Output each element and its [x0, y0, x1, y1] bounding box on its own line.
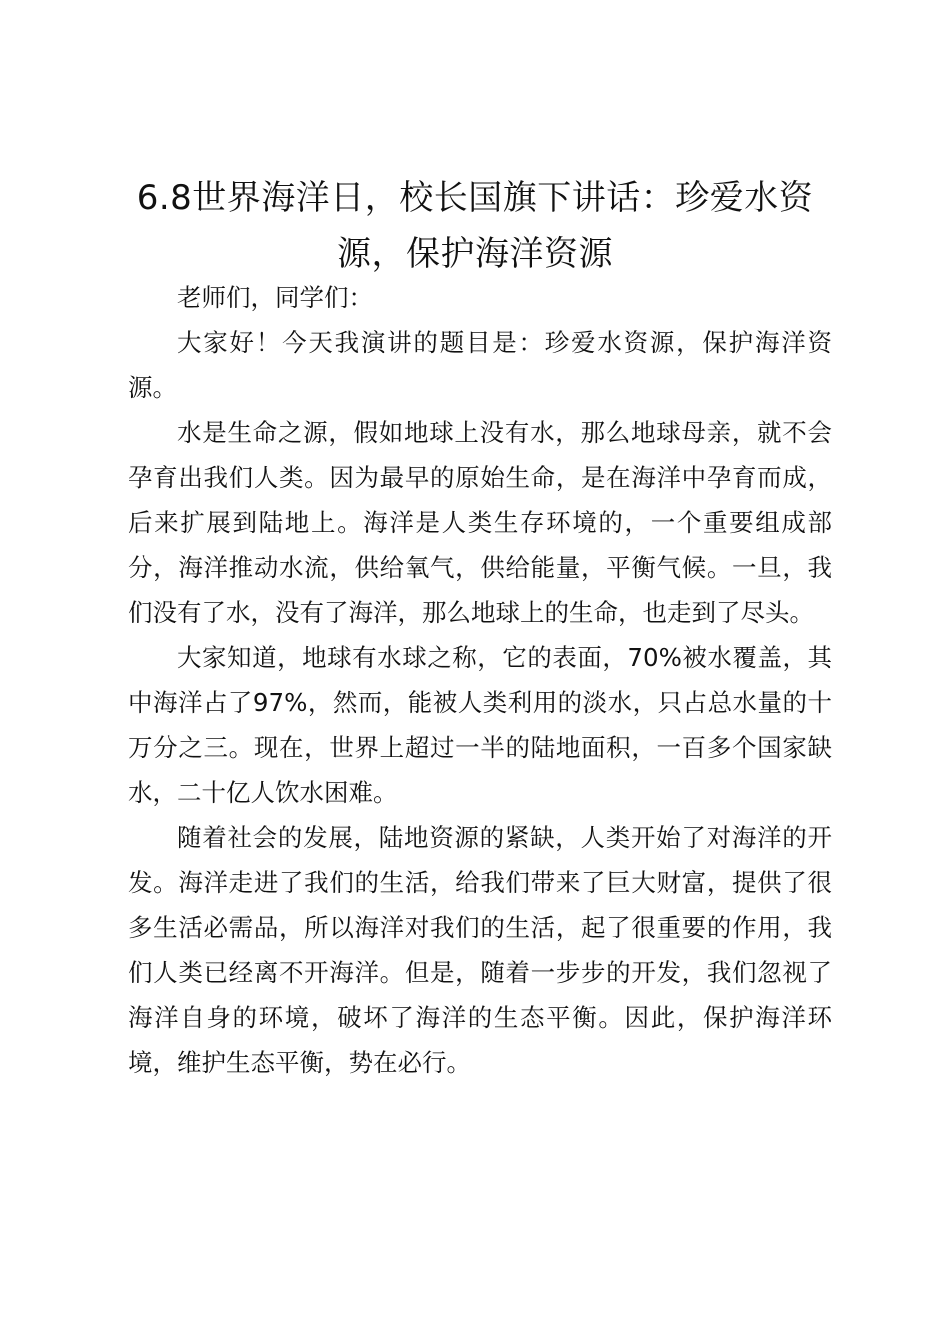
document-body [128, 275, 832, 1085]
paragraph-greeting: 老师们，同学们： [177, 283, 373, 312]
paragraph-water-source: 水是生命之源，假如地球上没有水，那么地球母亲，就不会孕育出我们人类。因为最早的原始生命，是在海洋中孕育而成，后来扩展到陆地上。海洋是人类生存环境的，一个重要组成部分，海洋推动水流，供给氧气，供给能量，平衡气候。一旦，我们没有了水，没有了海洋，那么地球上的生命，也走到了尽头。 [128, 418, 832, 627]
paragraph-intro: 大家好！今天我演讲的题目是：珍爱水资源，保护海洋资源。 [128, 328, 832, 402]
paragraph-ocean-protection: 随着社会的发展，陆地资源的紧缺，人类开始了对海洋的开发。海洋走进了我们的生活，给我们带来了巨大财富，提供了很多生活必需品，所以海洋对我们的生活，起了很重要的作用，我们人类已经离不开海洋。但是，随着一步步的开发，我们忽视了海洋自身的环境，破坏了海洋的生态平衡。因此，保护海洋环境，维护生态平衡，势在必行。 [128, 823, 832, 1077]
paragraph-water-facts: 大家知道，地球有水球之称，它的表面，70%被水覆盖，其中海洋占了97%，然而，能被人类利用的淡水，只占总水量的十万分之三。现在，世界上超过一半的陆地面积，一百多个国家缺水，二十亿人饮水困难。 [128, 643, 832, 807]
page-title: 6.8世界海洋日，校长国旗下讲话：珍爱水资源，保护海洋资源 [136, 178, 814, 274]
